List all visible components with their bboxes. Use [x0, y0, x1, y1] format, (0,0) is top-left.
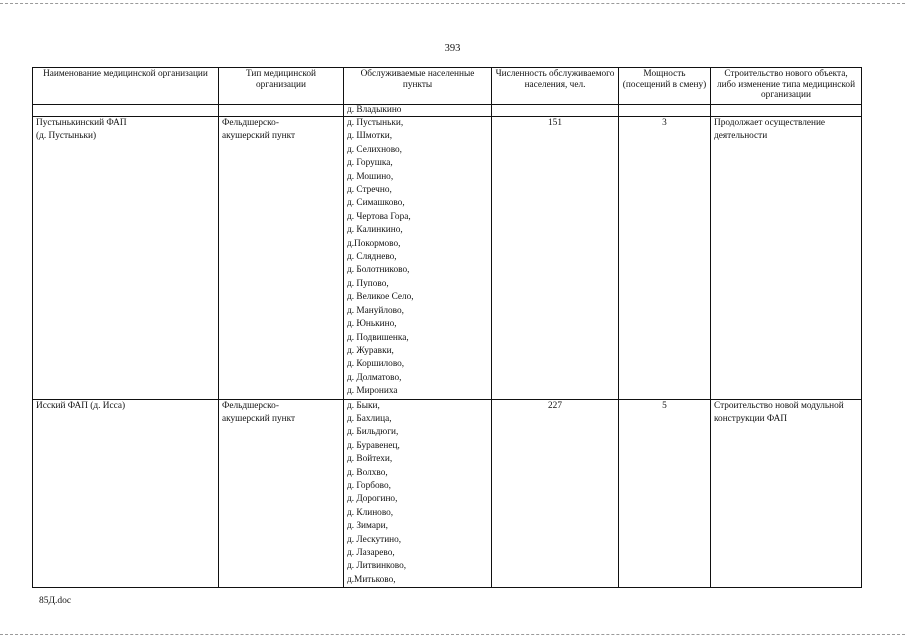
cell-empty: [492, 105, 619, 117]
page-number: 393: [444, 43, 461, 54]
cell-org-name: Исский ФАП (д. Исса): [33, 399, 219, 588]
header-org-name: Наименование медицинской организации: [33, 68, 219, 105]
cell-empty: [619, 105, 711, 117]
facilities-table: [32, 67, 862, 588]
header-settlements: Обслуживаемые населенные пункты: [344, 68, 492, 105]
cell-org-type: Фельдшерско- акушерский пункт: [219, 399, 344, 588]
cell-org-name: Пустынькинский ФАП (д. Пустыньки): [33, 117, 219, 400]
cell-construction: Строительство новой модульной конструкции ФАП: [711, 399, 862, 588]
cell-capacity: 5: [619, 399, 711, 588]
cell-empty: [711, 105, 862, 117]
cell-empty: [33, 105, 219, 117]
table-header-row: [33, 68, 862, 105]
header-population: Численность обслуживаемого населения, чел.: [492, 68, 619, 105]
cell-population: 151: [492, 117, 619, 400]
cell-settlements: д. Владыкино: [344, 105, 492, 117]
scan-edge-bottom: [0, 634, 905, 635]
cell-settlements: д. Быки, д. Бахлица, д. Бильдюги, д. Буравенец, д. Войтехи, д. Волхво, д. Горбово, д. Дорогино, д. Клиново, д. Зимари, д. Лескутино, д. Лазарево, д. Литвинково, д.Митьково,: [344, 399, 492, 588]
cell-empty: [219, 105, 344, 117]
cell-org-type: Фельдшерско- акушерский пункт: [219, 117, 344, 400]
table-row: [33, 399, 862, 588]
header-construction: Строительство нового объекта, либо изменение типа медицинской организации: [711, 68, 862, 105]
cell-construction: Продолжает осуществление деятельности: [711, 117, 862, 400]
footer-file-name: 85Д.doc: [39, 596, 72, 606]
table-row: [33, 117, 862, 400]
header-capacity: Мощность (посещений в смену): [619, 68, 711, 105]
scan-edge-top: [0, 3, 905, 4]
header-org-type: Тип медицинской организации: [219, 68, 344, 105]
table-row-continuation: [33, 105, 862, 117]
cell-capacity: 3: [619, 117, 711, 400]
cell-population: 227: [492, 399, 619, 588]
cell-settlements: д. Пустыньки, д. Шмотки, д. Селихново, д. Горушка, д. Мошино, д. Стречно, д. Симашково, д. Чертова Гора, д. Калинкино, д.Покормово, д. Сляднево, д. Болотниково, д. Пупово, д. Великое Село, д. Мануйлово, д. Юнькино, д. Подвишенка, д. Журавки, д. Коршилово, д. Долматово, д. Мирониха: [344, 117, 492, 400]
